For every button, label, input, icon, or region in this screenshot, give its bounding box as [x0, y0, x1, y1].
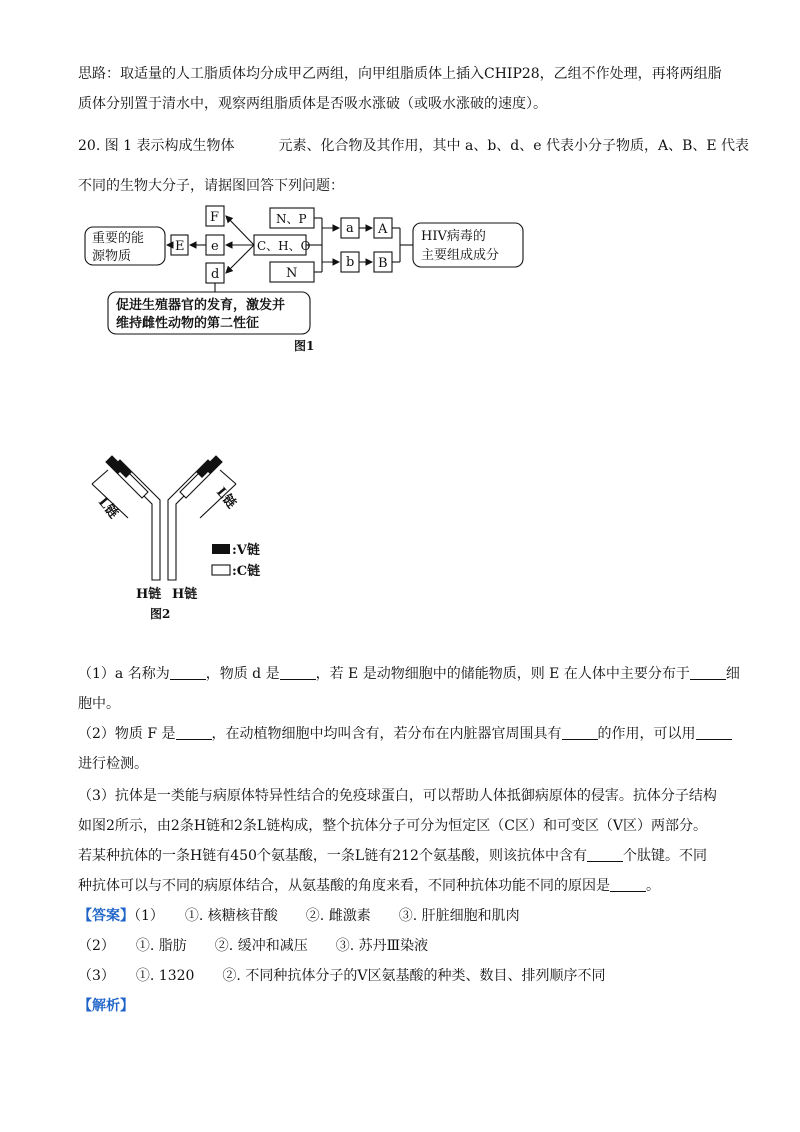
blank-input[interactable]	[280, 665, 316, 680]
answer-row-1: （1） ①. 核糖核苷酸 ②. 雌激素 ③. 肝脏细胞和肌肉	[134, 908, 520, 924]
h-chain-right	[168, 460, 214, 580]
answer-label: 【答案】	[78, 908, 134, 924]
sub1-text-b: ，物质 d 是	[205, 666, 280, 682]
sub2-text-a: （2）物质 F 是	[78, 726, 176, 742]
q20-line-1	[78, 136, 750, 156]
hiv-label-1: HIV病毒的	[421, 229, 486, 244]
sub1-text-c: ，若 E 是动物细胞中的储能物质，则 E 在人体中主要分布于	[315, 666, 690, 682]
l-chain-left-label: L链	[94, 494, 121, 522]
analysis-label: 【解析】	[78, 998, 134, 1014]
sub3-text-4a: 种抗体可以与不同的病原体结合，从氨基酸的角度来看，不同种抗体功能不同的原因是	[78, 878, 610, 894]
h-chain-left-label: H链	[136, 587, 162, 602]
label-N: N	[286, 266, 298, 281]
legend-v-swatch	[212, 544, 230, 554]
sub3-line-4	[78, 876, 728, 896]
answer-row-3: （3） ①. 1320 ②. 不同种抗体分子的Ⅴ区氨基酸的种类、数目、排列顺序不同	[78, 968, 606, 984]
sub3-line-1: （3）抗体是一类能与病原体特异性结合的免疫球蛋白，可以帮助人体抵御病原体的侵害。抗体分子结构	[78, 788, 717, 804]
blank-input[interactable]	[176, 725, 212, 740]
blank-input[interactable]	[610, 877, 646, 892]
blank-input[interactable]	[587, 847, 623, 862]
blank-input[interactable]	[562, 725, 598, 740]
sub1-text-a: （1）a 名称为	[78, 666, 170, 682]
hiv-label-2: 主要组成成分	[421, 248, 500, 263]
legend-v-label: :V链	[232, 543, 260, 558]
q20-text-b: 元素、化合物及其作用，其中 a、b、d、e 代表小分子物质，A、B、E 代表	[278, 138, 750, 154]
sub1-text-d: 细	[725, 666, 740, 682]
l-chain-right-label: L链	[212, 484, 239, 512]
idea-line-1: 思路：取适量的人工脂质体均分成甲乙两组，向甲组脂质体上插入CHIP28，乙组不作处理，再将两组脂	[78, 66, 722, 82]
sub2-line-2: 进行检测。	[78, 756, 148, 772]
label-B: B	[378, 256, 388, 271]
sub3-text-3a: 若某种抗体的一条H链有450个氨基酸，一条L链有212个氨基酸，则该抗体中含有	[78, 848, 587, 864]
label-F: F	[210, 210, 220, 225]
answer-line-1	[78, 906, 728, 926]
label-a: a	[346, 221, 354, 236]
sub2-text-b: ，在动植物细胞中均叫含有，若分布在内脏器官周围具有	[211, 726, 562, 742]
energy-label-1: 重要的能	[92, 231, 145, 246]
h-chain-left	[114, 460, 160, 580]
label-A: A	[378, 222, 388, 237]
analysis-line	[78, 996, 728, 1016]
reproduction-label-2: 维持雌性动物的第二性征	[116, 316, 260, 331]
figure-1-caption: 图1	[294, 339, 315, 352]
figure-2	[80, 440, 300, 630]
figure-2-caption: 图2	[150, 607, 171, 621]
label-d: d	[211, 267, 220, 282]
legend-c-label: :C链	[232, 564, 261, 579]
figure-1	[80, 200, 540, 352]
q20-line-2: 不同的生物大分子，请据图回答下列问题：	[78, 178, 344, 194]
q20-text-a: 20. 图 1 表示构成生物体	[78, 138, 235, 154]
legend-c-swatch	[212, 565, 230, 575]
h-chain-right-label: H链	[172, 587, 198, 602]
sub1-line-2: 胞中。	[78, 696, 120, 712]
sub2-line-1	[78, 724, 728, 744]
blank-input[interactable]	[696, 725, 732, 740]
sub3-line-3	[78, 846, 728, 866]
answer-row-2: （2） ①. 脂肪 ②. 缓冲和减压 ③. 苏丹Ⅲ染液	[78, 938, 429, 954]
blank-input[interactable]	[170, 665, 206, 680]
sub1-line-1	[78, 664, 740, 684]
label-b: b	[346, 255, 355, 270]
label-e: e	[211, 239, 219, 254]
sub3-line-2: 如图2所示，由2条H链和2条L链构成，整个抗体分子可分为恒定区（C区）和可变区（V区）两部分。	[78, 818, 708, 834]
blank-input[interactable]	[690, 665, 726, 680]
energy-label-2: 源物质	[92, 249, 132, 264]
label-NP: N、P	[276, 212, 307, 226]
sub2-text-c: 的作用，可以用	[597, 726, 696, 742]
label-E: E	[175, 239, 185, 254]
label-CHO: C、H、O	[257, 239, 311, 253]
reproduction-label-1: 促进生殖器官的发育，激发并	[116, 298, 286, 313]
sub3-text-4b: 。	[646, 878, 660, 894]
sub3-text-3b: 个肽键。不同	[622, 848, 707, 864]
idea-line-2: 质体分别置于清水中，观察两组脂质体是否吸水涨破（或吸水涨破的速度）。	[78, 96, 547, 112]
